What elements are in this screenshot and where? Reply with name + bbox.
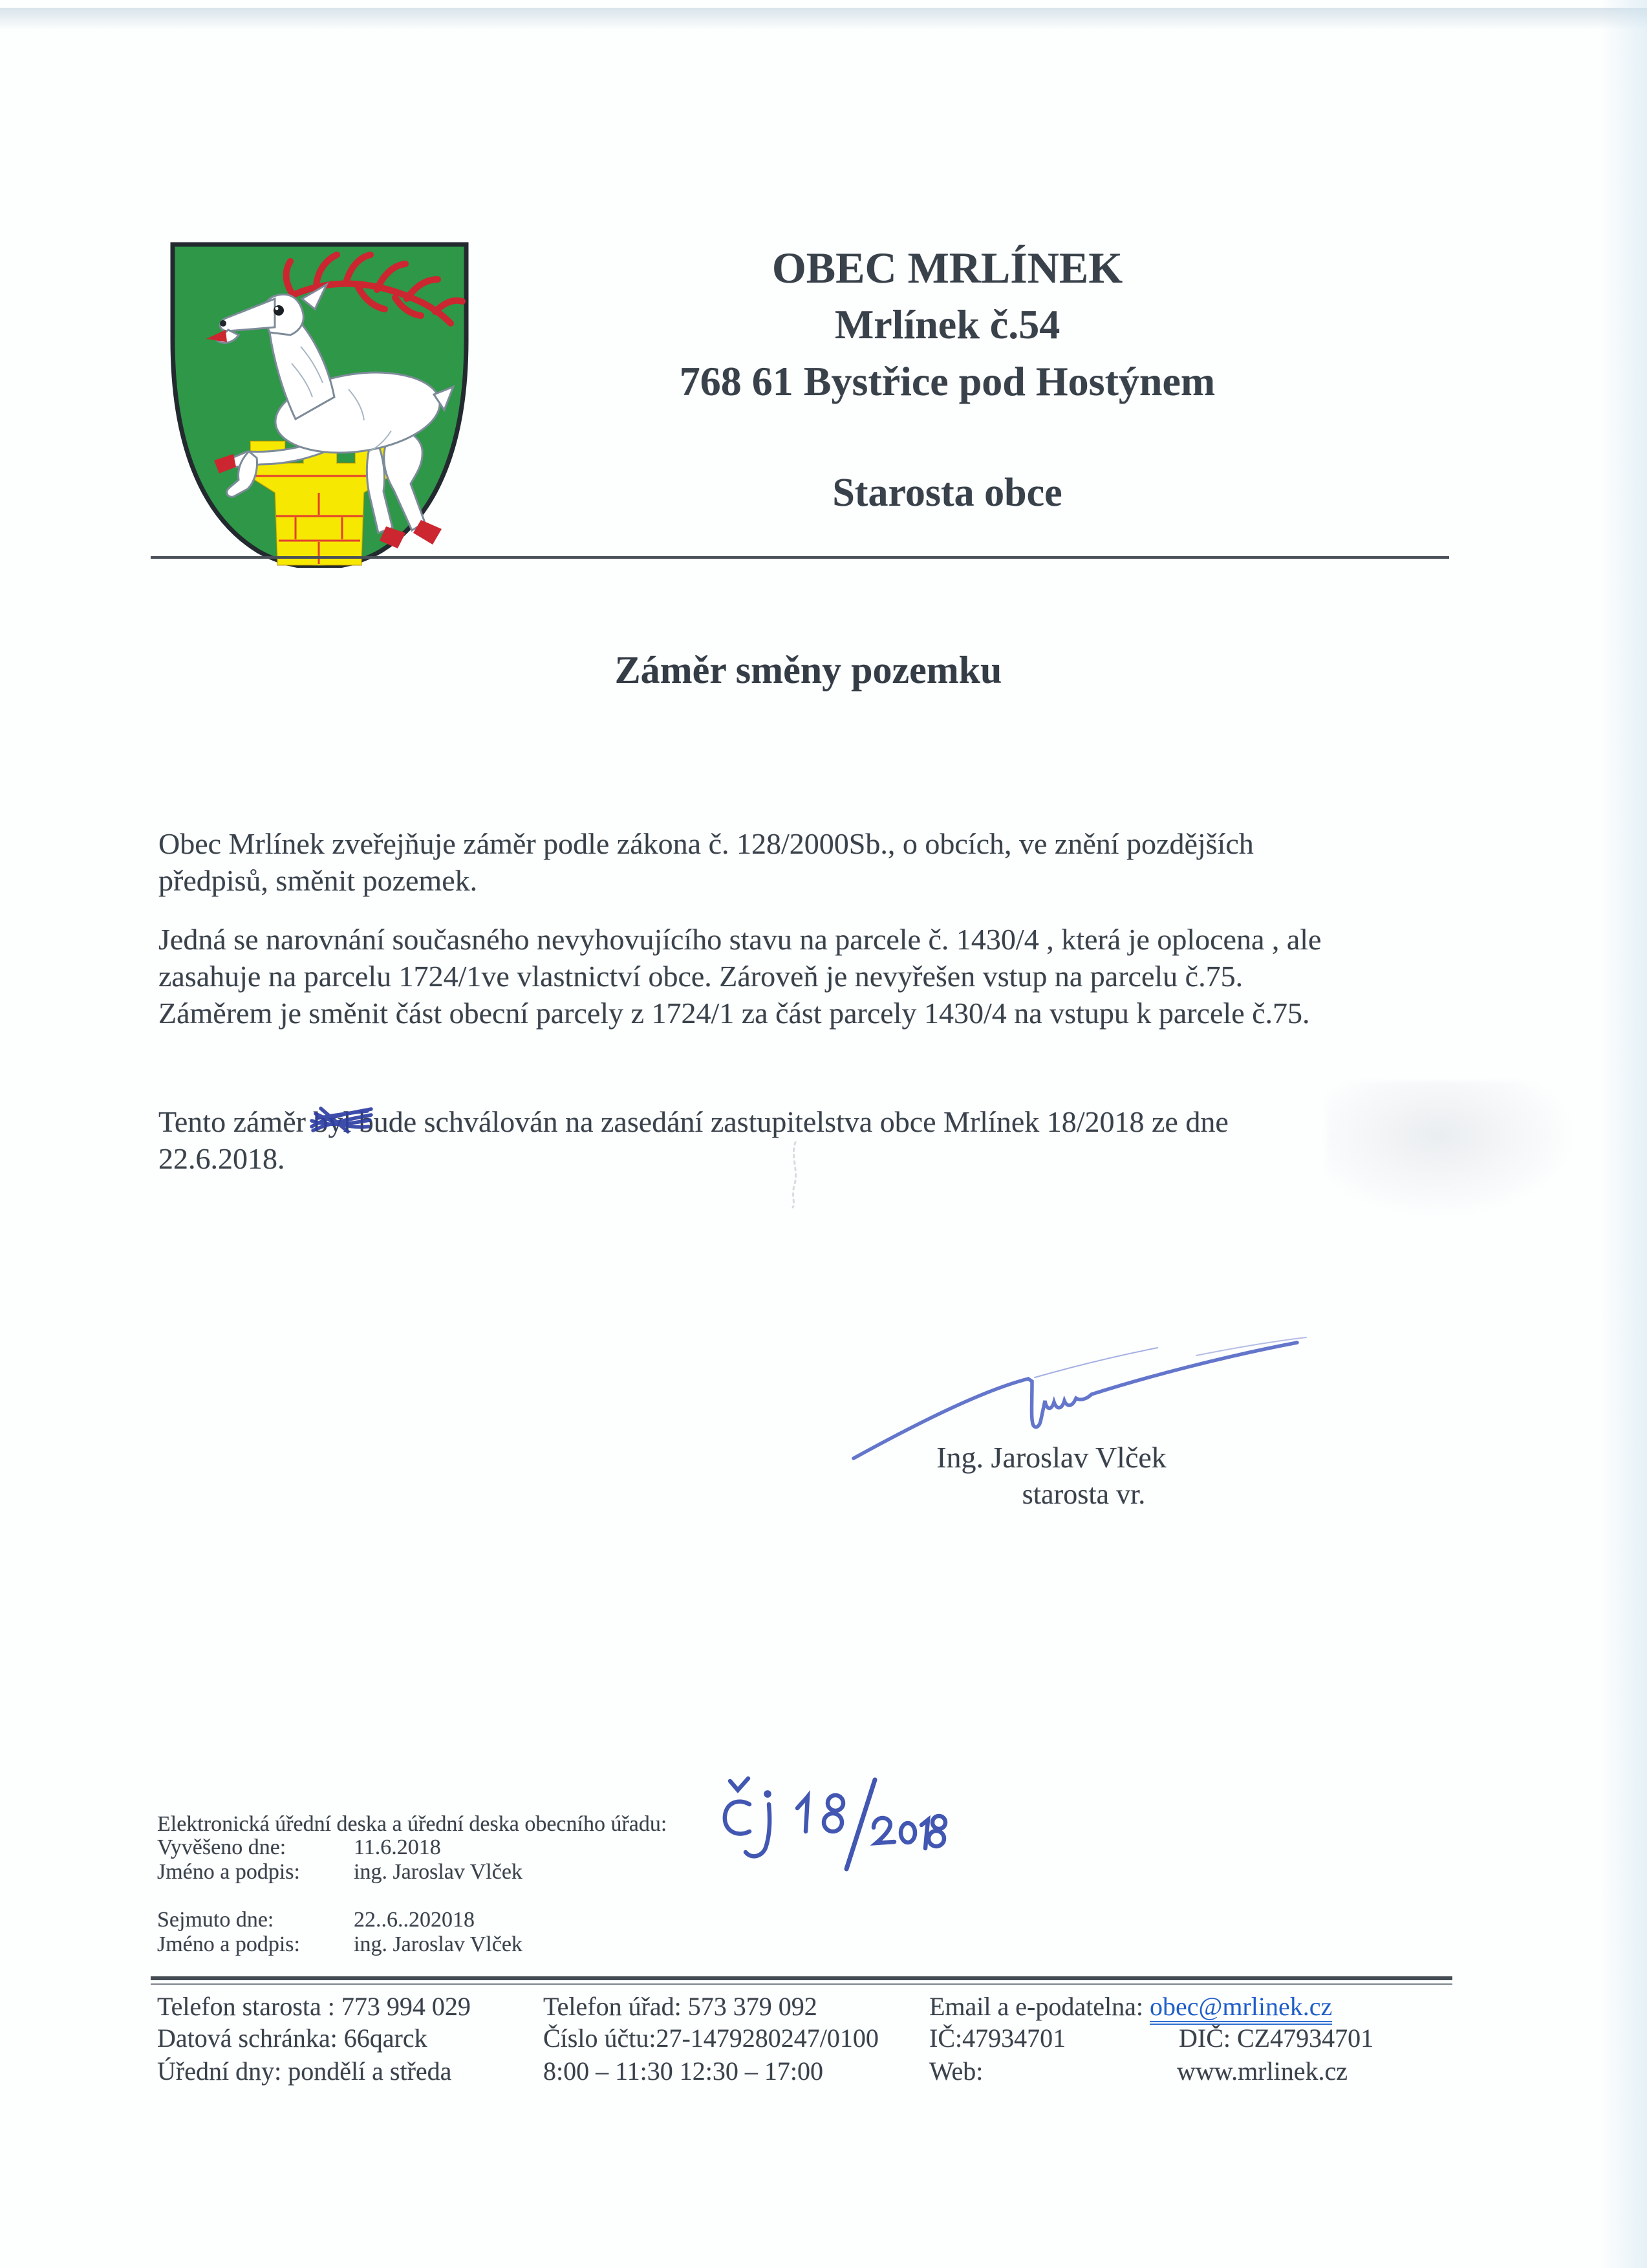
posting-heading: Elektronická úřední deska a úřední deska obecního úřadu: (157, 1812, 667, 1836)
posting-row-posted (0, 1835, 1647, 1861)
paragraph-text-before: Tento záměr (158, 1105, 314, 1138)
footer-tel-starosta: Telefon starosta : 773 994 029 (157, 1992, 471, 2021)
scan-edge-artifact-top (0, 8, 1647, 30)
ink-bleedthrough-artifact (1326, 1081, 1578, 1217)
paragraph-text-after: bude schválován na zasedání zastupitelstva obce Mrlínek 18/2018 ze dne (351, 1105, 1229, 1138)
struck-word-wrap (313, 1103, 351, 1140)
footer-datova-schranka: Datová schránka: 66qarck (157, 2024, 427, 2053)
posted-date-value: 11.6.2018 (354, 1835, 441, 1859)
header-divider-line (151, 556, 1449, 559)
struck-word: byl (313, 1105, 352, 1138)
scan-smudge-artifact (788, 1139, 803, 1209)
posting-row-name2 (0, 1932, 1647, 1958)
footer-divider-thick (151, 1976, 1452, 1980)
footer-ic: IČ:47934701 (929, 2024, 1066, 2053)
paragraph-line: předpisů, směnit pozemek. (158, 864, 478, 897)
paragraph-line: Jedná se narovnání současného nevyhovujícího stavu na parcele č. 1430/4 , která je oplocena , ale (158, 923, 1322, 956)
removed-date-label: Sejmuto dne: (157, 1908, 274, 1932)
posting-row-name1 (0, 1859, 1647, 1885)
paragraph-line: Obec Mrlínek zveřejňuje záměr podle zákona č. 128/2000Sb., o obcích, ve znění pozdějších (158, 827, 1254, 860)
paragraph-description (158, 921, 1321, 1031)
name-signature-label: Jméno a podpis: (157, 1932, 300, 1956)
paragraph-line: zasahuje na parcelu 1724/1ve vlastnictví obce. Zároveň je nevyřešen vstup na parcelu č.75. (158, 960, 1243, 993)
coat-of-arms-mrlinek (164, 237, 475, 568)
org-name: OBEC MRLÍNEK (771, 243, 1123, 292)
name-signature-label: Jméno a podpis: (157, 1860, 300, 1884)
document-title: Záměr směny pozemku (614, 649, 1002, 691)
org-address-line1: Mrlínek č.54 (834, 301, 1060, 347)
removed-date-value: 22..6..202018 (354, 1908, 475, 1932)
footer-web-label: Web: (929, 2057, 984, 2086)
paragraph-line: Záměrem je směnit část obecní parcely z 1724/1 za část parcely 1430/4 na vstupu k parcele č.75. (158, 997, 1310, 1030)
name-signature-value: ing. Jaroslav Vlček (354, 1860, 522, 1884)
paragraph-line: 22.6.2018. (158, 1142, 285, 1175)
paragraph-approval (158, 1103, 1229, 1177)
footer-uredni-dny: Úřední dny: pondělí a středa (157, 2057, 452, 2086)
signatory-role: starosta vr. (1022, 1478, 1146, 1510)
paragraph-line (158, 1103, 1229, 1140)
footer-dic: DIČ: CZ47934701 (1179, 2024, 1374, 2053)
posting-row-removed (0, 1907, 1647, 1933)
signatory-name: Ing. Jaroslav Vlček (936, 1441, 1167, 1474)
footer-cislo-uctu: Číslo účtu:27-1479280247/0100 (543, 2024, 879, 2053)
paragraph-legal-basis (158, 825, 1254, 899)
name-signature-value: ing. Jaroslav Vlček (354, 1932, 522, 1956)
office-title: Starosta obce (832, 471, 1062, 515)
footer-email-row (929, 1992, 1332, 2022)
email-label: Email a e-podatelna: (929, 1992, 1150, 2021)
footer-web-value: www.mrlinek.cz (1177, 2057, 1348, 2086)
org-address-line2: 768 61 Bystřice pod Hostýnem (679, 358, 1216, 404)
posted-date-label: Vyvěšeno dne: (157, 1835, 286, 1859)
footer-tel-urad: Telefon úřad: 573 379 092 (543, 1992, 817, 2021)
footer-office-hours: 8:00 – 11:30 12:30 – 17:00 (543, 2057, 823, 2086)
footer-divider-thin (151, 1983, 1452, 1985)
email-link[interactable]: obec@mrlinek.cz (1150, 1992, 1332, 2025)
